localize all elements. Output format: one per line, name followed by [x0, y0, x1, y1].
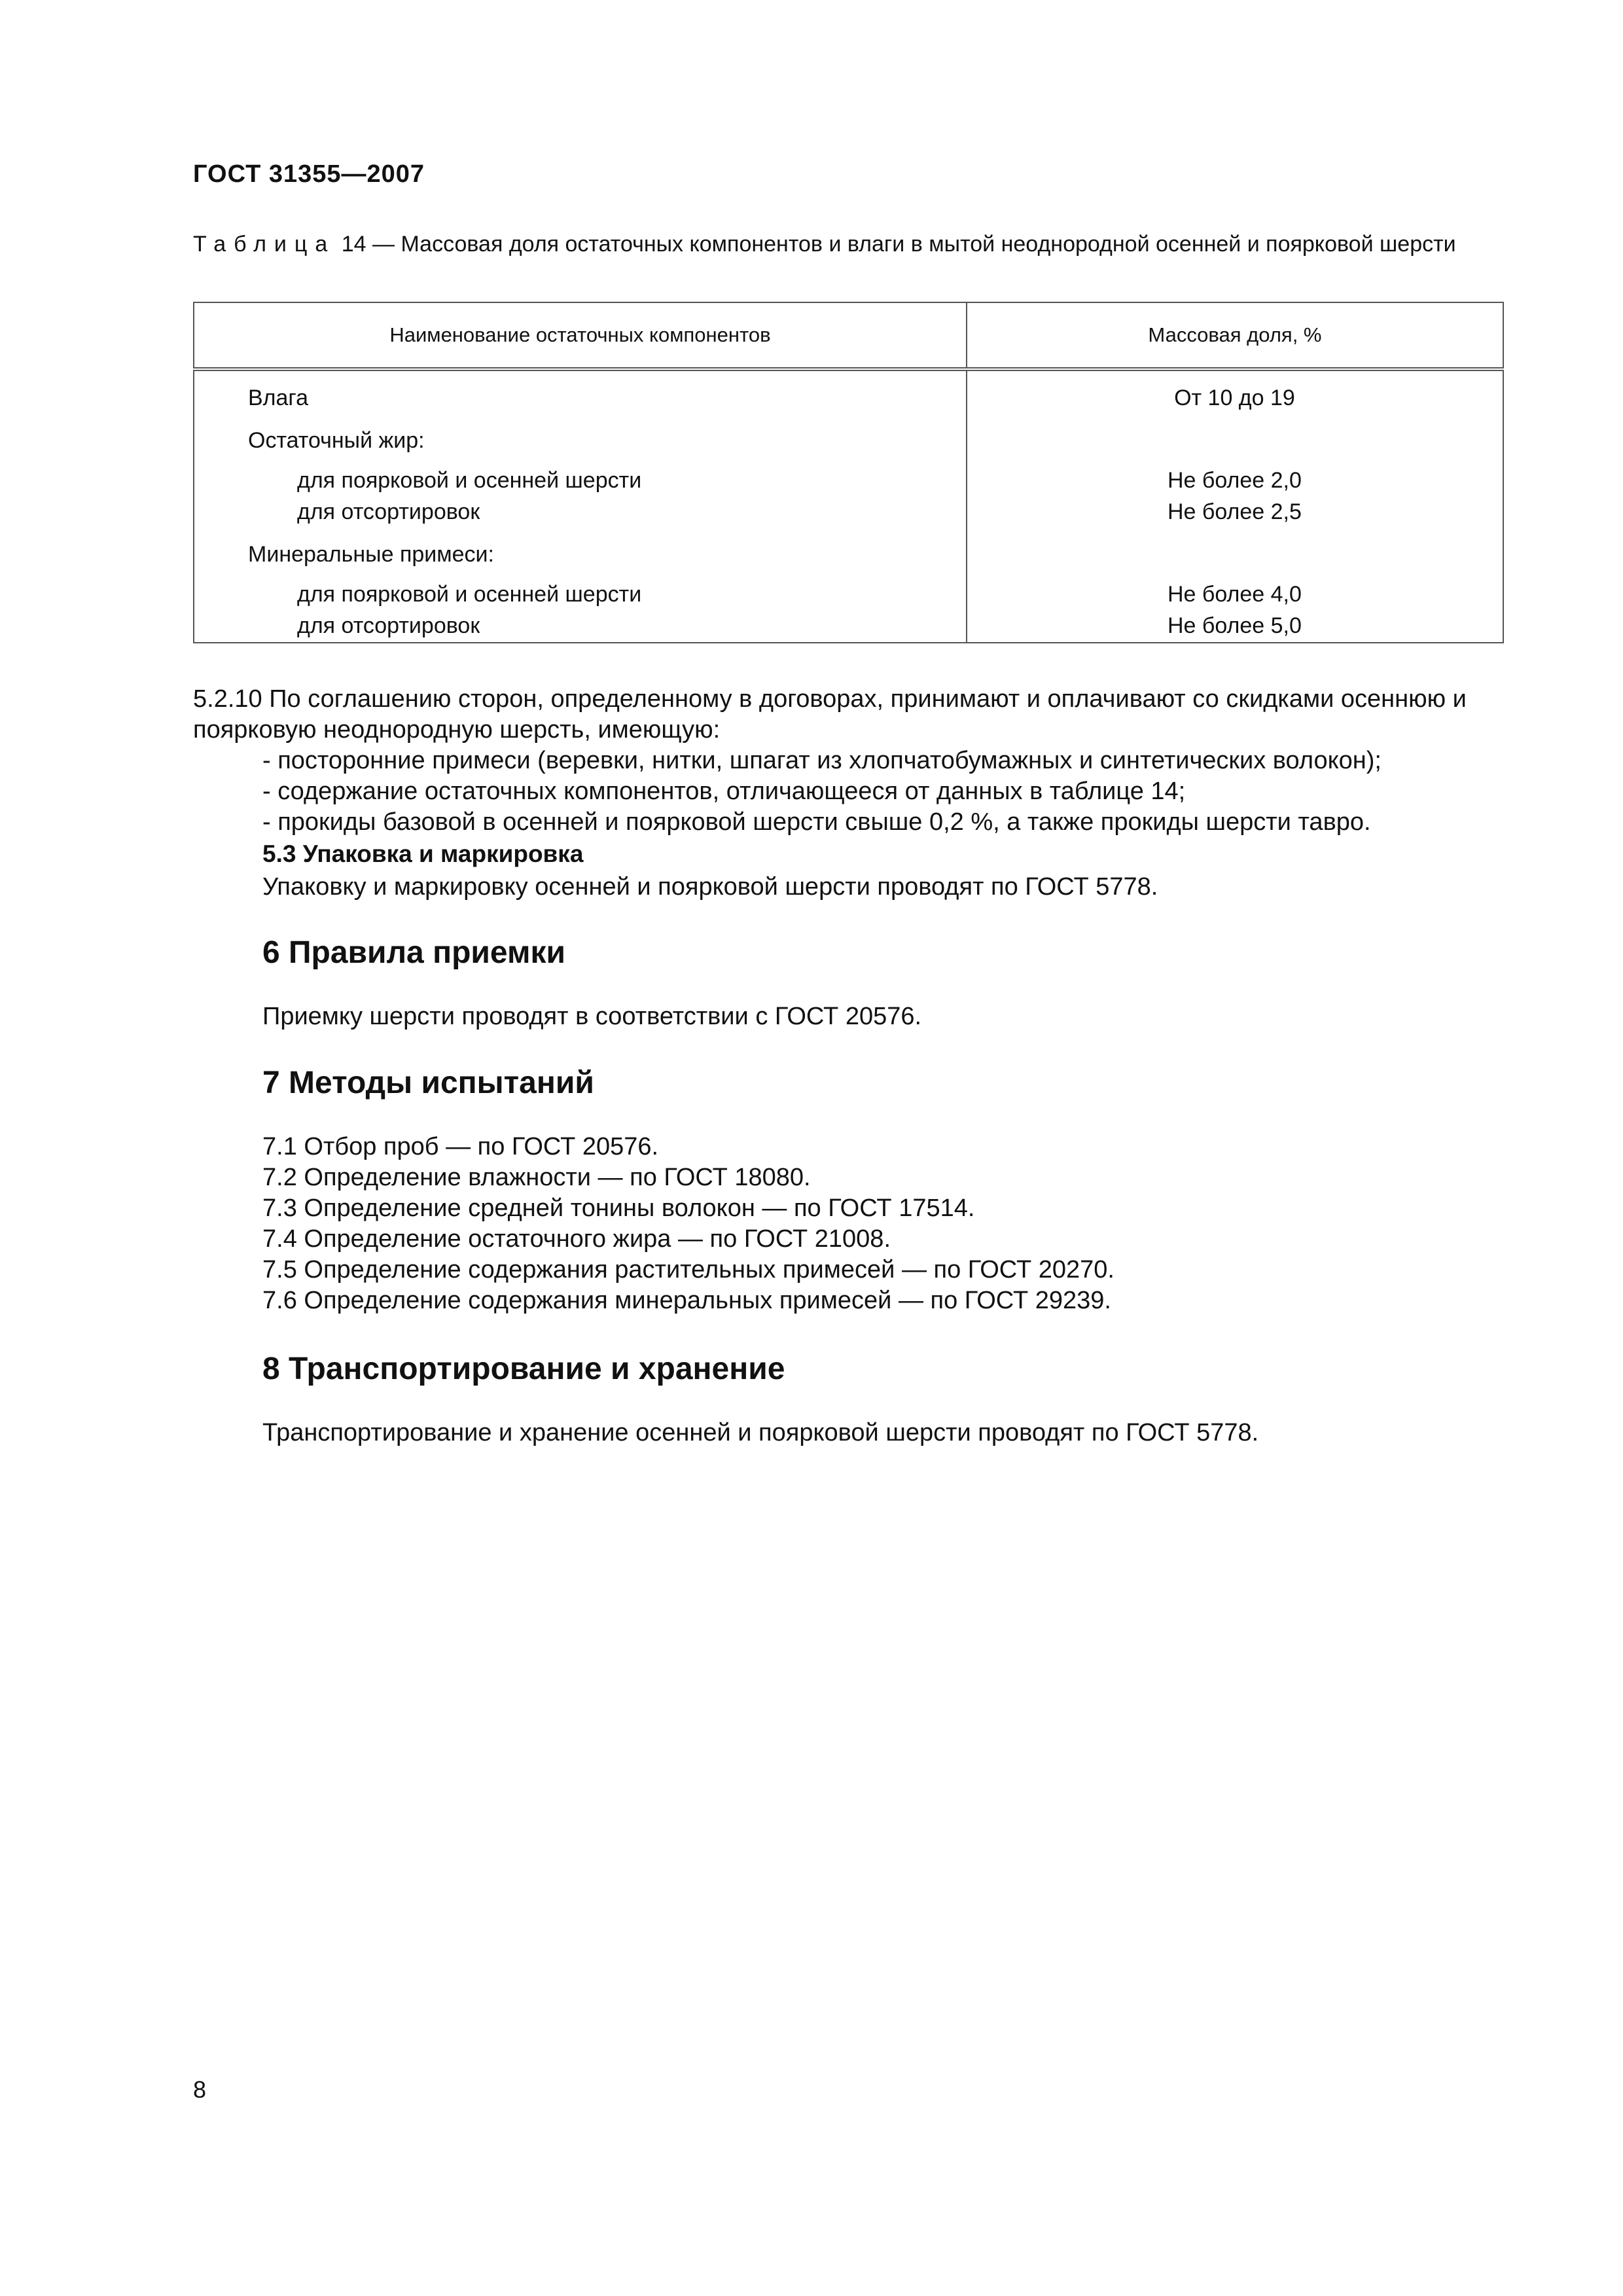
section-6-text: Приемку шерсти проводят в соответствии с ГОСТ 20576. — [262, 1003, 922, 1030]
list-item: 7.2 Определение влажности — по ГОСТ 18080. — [262, 1164, 811, 1191]
table-header-row — [194, 302, 1503, 369]
table-caption — [193, 229, 1502, 259]
document-header: ГОСТ 31355—2007 — [193, 160, 425, 188]
table-cell-value: Не более 2,0 — [967, 456, 1503, 496]
residual-components-table — [193, 302, 1504, 643]
list-item: - прокиды базовой в осенней и поярковой шерсти свыше 0,2 %, а также прокиды шерсти тавро. — [262, 808, 1371, 836]
list-item: 7.5 Определение содержания растительных примесей — по ГОСТ 20270. — [262, 1256, 1115, 1283]
list-item: - посторонние примеси (веревки, нитки, шпагат из хлопчатобумажных и синтетических волокон); — [262, 747, 1382, 774]
table-row — [194, 570, 1503, 610]
table-cell-value: Не более 5,0 — [967, 610, 1503, 643]
clause-5-2-10-text: 5.2.10 По соглашению сторон, определенному в договорах, принимают и оплачивают со скидками осеннюю и поярковую неоднородную шерсть, имеющую: — [193, 685, 1467, 744]
table-caption-text: 14 — Массовая доля остаточных компонентов и влаги в мытой неоднородной осенней и поярковой шерсти — [335, 232, 1456, 257]
table-row — [194, 496, 1503, 528]
table-row — [194, 528, 1503, 570]
table-row — [194, 414, 1503, 456]
section-7-title: 7 Методы испытаний — [262, 1066, 594, 1100]
clause-5-2-10-list — [262, 745, 1382, 838]
table-caption-word: Таблица — [193, 232, 336, 257]
table-row — [194, 456, 1503, 496]
table-cell-value: Не более 4,0 — [967, 570, 1503, 610]
table-cell-name: для поярковой и осенней шерсти — [194, 570, 967, 610]
table-row — [194, 610, 1503, 643]
table-cell-name: Остаточный жир: — [194, 414, 967, 456]
clause-5-3-title: 5.3 Упаковка и маркировка — [262, 840, 584, 867]
table-cell-value — [967, 528, 1503, 570]
section-7-list — [262, 1132, 1115, 1316]
list-item: 7.1 Отбор проб — по ГОСТ 20576. — [262, 1133, 659, 1160]
page-number: 8 — [193, 2076, 207, 2103]
list-item: 7.6 Определение содержания минеральных примесей — по ГОСТ 29239. — [262, 1287, 1111, 1314]
list-item: 7.3 Определение средней тонины волокон — по ГОСТ 17514. — [262, 1194, 975, 1222]
list-item: - содержание остаточных компонентов, отличающееся от данных в таблице 14; — [262, 778, 1186, 805]
column-header-value: Массовая доля, % — [967, 302, 1503, 369]
table-cell-name: для отсортировок — [194, 496, 967, 528]
section-8-title: 8 Транспортирование и хранение — [262, 1352, 785, 1386]
clause-5-3-text: Упаковку и маркировку осенней и поярковой шерсти проводят по ГОСТ 5778. — [262, 873, 1158, 901]
table-cell-name: Влага — [194, 369, 967, 414]
table-cell-name: Минеральные примеси: — [194, 528, 967, 570]
section-6-title: 6 Правила приемки — [262, 935, 566, 970]
table-cell-name: для отсортировок — [194, 610, 967, 643]
section-8-text: Транспортирование и хранение осенней и поярковой шерсти проводят по ГОСТ 5778. — [262, 1419, 1259, 1446]
table-cell-value: От 10 до 19 — [967, 369, 1503, 414]
table-cell-value — [967, 414, 1503, 456]
table-cell-value: Не более 2,5 — [967, 496, 1503, 528]
column-header-name: Наименование остаточных компонентов — [194, 302, 967, 369]
list-item: 7.4 Определение остаточного жира — по ГОСТ 21008. — [262, 1225, 891, 1253]
table-cell-name: для поярковой и осенней шерсти — [194, 456, 967, 496]
clause-5-2-10 — [193, 684, 1504, 745]
table-row — [194, 369, 1503, 414]
